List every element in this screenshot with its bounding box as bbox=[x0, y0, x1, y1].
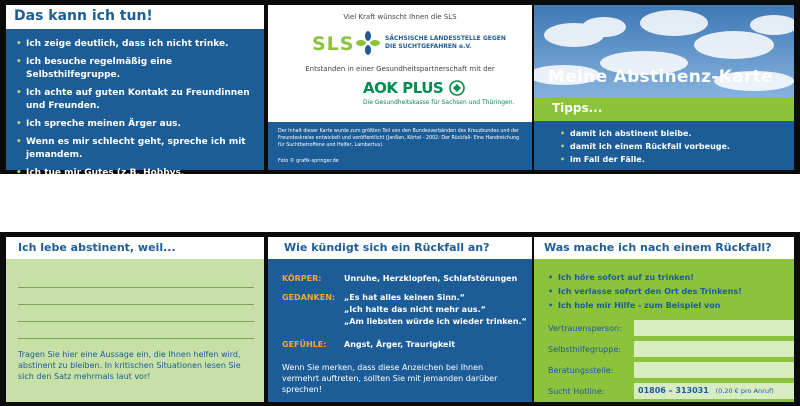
tips-label: Tipps... bbox=[552, 101, 603, 115]
instruction-text: Tragen Sie hier eine Aussage ein, die Ihnen helfen wird, abstinent zu bleiben. In kritischen Situationen lesen Sie sich den Satz mehrmals laut vor! bbox=[18, 350, 241, 381]
field-label: Sucht Hotline: bbox=[548, 387, 605, 396]
list-item: • Ich zeige deutlich, dass ich nicht trinke. bbox=[16, 38, 260, 51]
panel-title: Ich lebe abstinent, weil... bbox=[18, 241, 176, 254]
hotline-value bbox=[638, 386, 774, 395]
card-back bbox=[0, 232, 800, 406]
list-item: • Ich spreche meinen Ärger aus. bbox=[16, 118, 260, 131]
write-line[interactable] bbox=[18, 338, 254, 339]
hotline-number: 01806 – 313031 bbox=[638, 386, 709, 395]
aok-emblem-icon bbox=[449, 80, 465, 96]
list-item: • Wenn es mir schlecht geht, spreche ich mit jemandem. bbox=[16, 136, 260, 162]
list-item: • im Fall der Fälle. bbox=[560, 154, 730, 165]
aok-logo-text: AOK PLUS bbox=[363, 79, 444, 97]
self-help-group-field bbox=[548, 341, 784, 357]
tips-list bbox=[560, 128, 730, 167]
action-list bbox=[16, 38, 260, 198]
panel-header bbox=[6, 237, 264, 259]
hotline-box bbox=[634, 383, 794, 399]
panel-title: Das kann ich tun! bbox=[14, 8, 153, 24]
card-front bbox=[0, 0, 800, 191]
field-label: Vertrauensperson: bbox=[548, 324, 622, 333]
thoughts-label: GEDANKEN: bbox=[282, 293, 336, 302]
list-item: • Ich verlasse sofort den Ort des Trinkens! bbox=[548, 286, 742, 297]
title-panel bbox=[534, 5, 794, 170]
sponsor-panel bbox=[268, 5, 532, 170]
reason-panel bbox=[6, 237, 264, 402]
footnote-text: Der Inhalt dieser Karte wurde zum größten Teil von den Bundesverbänden des Kreuzbundes und der Freundeskreise entwickelt und veröffentlicht (Janßen, Körtel - 2002: Der Rückfall- Eine Handreichung für Suchtbetroffene und Helfer, Lambertus). bbox=[278, 129, 520, 148]
feelings-label: GEFÜHLE: bbox=[282, 340, 327, 349]
sls-star-icon bbox=[356, 31, 380, 55]
list-item: • Ich hole mir Hilfe - zum Beispiel von bbox=[548, 300, 742, 311]
hotline-price: (0,20 € pro Anruf) bbox=[715, 387, 774, 395]
panel-header bbox=[534, 237, 794, 259]
panel-title: Wie kündigt sich ein Rückfall an? bbox=[284, 241, 490, 254]
after-relapse-panel bbox=[534, 237, 794, 402]
field-label: Beratungsstelle: bbox=[548, 366, 614, 375]
counseling-center-input[interactable] bbox=[634, 362, 794, 378]
footnote-box bbox=[268, 122, 532, 170]
sls-logo bbox=[312, 31, 512, 59]
what-i-can-do-panel bbox=[6, 5, 264, 191]
card-title: Meine Abstinenz-Karte bbox=[548, 67, 773, 87]
sls-logo-text: SLS bbox=[312, 33, 355, 55]
list-item: • Ich besuche regelmäßig eine Selbsthilfegruppe. bbox=[16, 56, 260, 82]
panel-header bbox=[6, 5, 264, 29]
tagline: Viel Kraft wünscht Ihnen die SLS bbox=[343, 13, 457, 21]
field-label: Selbsthilfegruppe: bbox=[548, 345, 622, 354]
self-help-group-input[interactable] bbox=[634, 341, 794, 357]
sls-subtitle: SÄCHSISCHE LANDESSTELLE GEGEN DIE SUCHTGEFAHREN e.V. bbox=[385, 35, 506, 50]
write-line[interactable] bbox=[18, 304, 254, 305]
write-line[interactable] bbox=[18, 287, 254, 288]
counseling-center-field bbox=[548, 362, 784, 378]
list-item: • Ich höre sofort auf zu trinken! bbox=[548, 272, 742, 283]
list-item: • damit ich abstinent bleibe. bbox=[560, 128, 730, 139]
thought-line: „Ich halte das nicht mehr aus.“ bbox=[344, 305, 486, 314]
list-item: • Ich tue mir Gutes (z.B. Hobbys, Spaziergänge). bbox=[16, 167, 260, 193]
body-text: Unruhe, Herzklopfen, Schlafstörungen bbox=[344, 274, 518, 283]
warning-signs-panel bbox=[268, 237, 532, 402]
advice-text: Wenn Sie merken, dass diese Anzeichen bei Ihnen vermehrt auftreten, sollten Sie mit jemanden darüber sprechen! bbox=[282, 363, 498, 394]
feelings-text: Angst, Ärger, Traurigkeit bbox=[344, 340, 456, 349]
aok-logo bbox=[363, 79, 523, 119]
photo-credit: Foto © grafik-springer.de bbox=[278, 159, 339, 164]
thought-line: „Es hat alles keinen Sinn.“ bbox=[344, 293, 465, 302]
list-item: • damit ich einem Rückfall vorbeuge. bbox=[560, 141, 730, 152]
trust-person-input[interactable] bbox=[634, 320, 794, 336]
thought-line: „Am liebsten würde ich wieder trinken.“ bbox=[344, 317, 527, 326]
list-item: • Ich achte auf guten Kontakt zu Freundinnen und Freunden. bbox=[16, 87, 260, 113]
panel-title: Was mache ich nach einem Rückfall? bbox=[544, 241, 772, 254]
tips-bar bbox=[534, 97, 794, 121]
trust-person-field bbox=[548, 320, 784, 336]
body-label: KÖRPER: bbox=[282, 274, 322, 283]
hotline-field bbox=[548, 383, 784, 399]
write-line[interactable] bbox=[18, 321, 254, 322]
aok-subtitle: Die Gesundheitskasse für Sachsen und Thüringen. bbox=[363, 99, 515, 106]
relapse-steps-list bbox=[548, 272, 742, 314]
panel-header bbox=[268, 237, 532, 259]
partnership-text: Entstanden in einer Gesundheitspartnerschaft mit der bbox=[305, 65, 495, 73]
